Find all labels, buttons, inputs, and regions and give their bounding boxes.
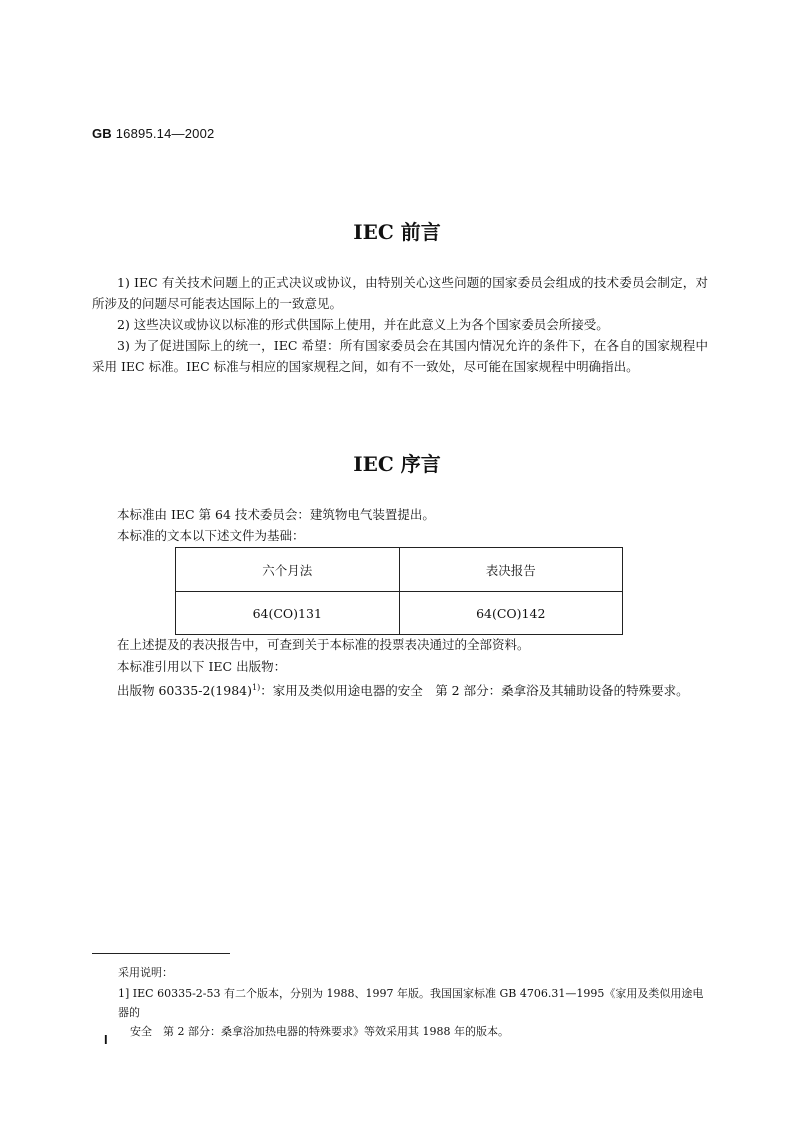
publication-title: ：家用及类似用途电器的安全 第 2 部分：桑拿浴及其辅助设备的特殊要求。 <box>260 683 689 699</box>
table-cell-voting-report: 64(CO)142 <box>399 592 623 635</box>
preface-line-2: 本标准的文本以下述文件为基础： <box>117 528 305 543</box>
preface-line-4: 本标准引用以下 IEC 出版物： <box>117 659 287 674</box>
footnote-divider <box>92 953 230 954</box>
foreword-title: IEC 前言 <box>353 220 441 244</box>
foreword-paragraph-2: 2) 这些决议或协议以标准的形式供国际上使用，并在此意义上为各个国家委员会所接受。 <box>117 317 609 332</box>
foreword-paragraph-1: 1) IEC 有关技术问题上的正式决议或协议，由特别关心这些问题的国家委员会组成的技术委员会制定，对所涉及的问题尽可能表达国际上的一致意见。 <box>92 275 708 311</box>
table-cell-six-months-rule: 64(CO)131 <box>176 592 400 635</box>
footnote-title: 采用说明： <box>118 966 173 979</box>
foreword-paragraph-3: 3) 为了促进国际上的统一，IEC 希望：所有国家委员会在其国内情况允许的条件下，在各自的国家规程中采用 IEC 标准。IEC 标准与相应的国家规程之间，如有不一致处，尽可能在国家规程中明确指出。 <box>92 338 708 374</box>
footnote-reference-mark: 1) <box>251 683 261 692</box>
table-header-voting-report: 表决报告 <box>399 548 623 592</box>
publication-reference <box>92 677 708 701</box>
table-header-row <box>176 548 623 592</box>
table-header-six-months-rule: 六个月法 <box>176 548 400 592</box>
standard-prefix: GB <box>92 126 112 141</box>
table-row <box>176 592 623 635</box>
standard-number: 16895.14—2002 <box>115 126 215 141</box>
preface-line-3: 在上述提及的表决报告中，可查到关于本标准的投票表决通过的全部资料。 <box>117 637 530 652</box>
preface-title: IEC 序言 <box>353 452 441 476</box>
basis-documents-table <box>175 547 623 635</box>
preface-line-1: 本标准由 IEC 第 64 技术委员会：建筑物电气装置提出。 <box>117 507 435 522</box>
footnote-marker: 1] <box>118 987 130 1000</box>
footnote-text-line-2: 安全 第 2 部分：桑拿浴加热电器的特殊要求》等效采用其 1988 年的版本。 <box>130 1025 509 1038</box>
footnote-text-line-1: IEC 60335-2-53 有二个版本，分别为 1988、1997 年版。我国国家标准 GB 4706.31—1995《家用及类似用途电器的 <box>118 987 704 1019</box>
publication-id: 出版物 60335-2(1984) <box>117 683 252 699</box>
footnote-body <box>118 984 708 1041</box>
document-number <box>92 126 214 141</box>
page-number: I <box>104 1032 108 1047</box>
